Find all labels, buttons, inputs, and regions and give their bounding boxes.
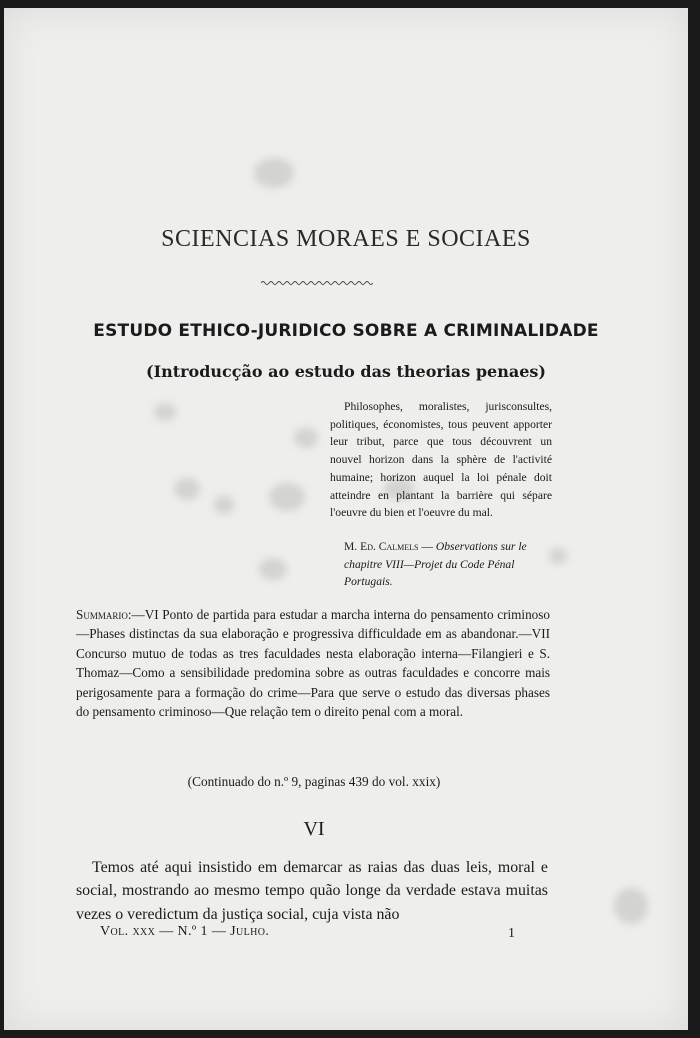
summary <box>76 605 550 721</box>
attribution-separator: — <box>418 540 436 553</box>
epigraph-quote: Philosophes, moralistes, jurisconsultes, politiques, économistes, tous peuvent apporter leur tribut, parce que tous découvrent un nouvel horizon dans la sphère de l'activité humaine; horizon auquel la loi pénale doit atteindre en plantant la barrière qui sépare l'oeuvre du bien et l'oeuvre du mal. <box>330 400 552 520</box>
continued-note: (Continuado do n.º 9, paginas 439 do vol. xxix) <box>187 774 441 789</box>
epigraph-work: Observations sur le chapitre VIII—Projet du Code Pénal Portugais. <box>344 540 527 588</box>
stain <box>154 403 176 421</box>
stain <box>214 496 234 514</box>
stain <box>269 483 305 511</box>
volume-info: Vol. xxx — N.º 1 — Julho. <box>100 924 270 939</box>
stain <box>254 158 294 188</box>
document-page <box>4 8 688 1030</box>
stain <box>614 888 648 924</box>
stain <box>294 428 318 448</box>
section-title: SCIENCIAS MORAES E SOCIAES <box>161 226 531 252</box>
stain <box>259 558 287 580</box>
article-title: ESTUDO ETHICO-JURIDICO SOBRE A CRIMINALIDADE <box>93 321 599 341</box>
summary-label: Summario: <box>76 607 132 622</box>
chapter-number: VI <box>303 818 325 840</box>
page-number: 1 <box>508 926 515 941</box>
summary-text: —VI Ponto de partida para estudar a marcha interna do pensamento criminoso—Phases distinctas da sua elaboração e progressiva difficuldade em as abandonar.—VII Concurso mutuo de todas as tres faculdades nesta elaboração interna—Filangieri e S. Thomaz—Como a sensibilidade predomina sobre as outras faculdades e concorre mais perigosamente para a formação do crime—Para que serve o estudo das diversas phases do pensamento criminoso—Que relação tem o direito penal com a moral. <box>76 607 550 720</box>
stain <box>174 478 200 500</box>
title-ornament <box>261 280 373 286</box>
epigraph-attribution <box>344 538 562 591</box>
body-paragraph: Temos até aqui insistido em demarcar as raias das duas leis, moral e social, mostrando ao mesmo tempo quão longe da verdade estava muitas vezes o veredictum da justiça social, cuja vista não <box>76 859 548 923</box>
epigraph-author: M. Ed. Calmels <box>344 540 419 553</box>
article-subtitle: (Introducção ao estudo das theorias penaes) <box>146 362 546 381</box>
